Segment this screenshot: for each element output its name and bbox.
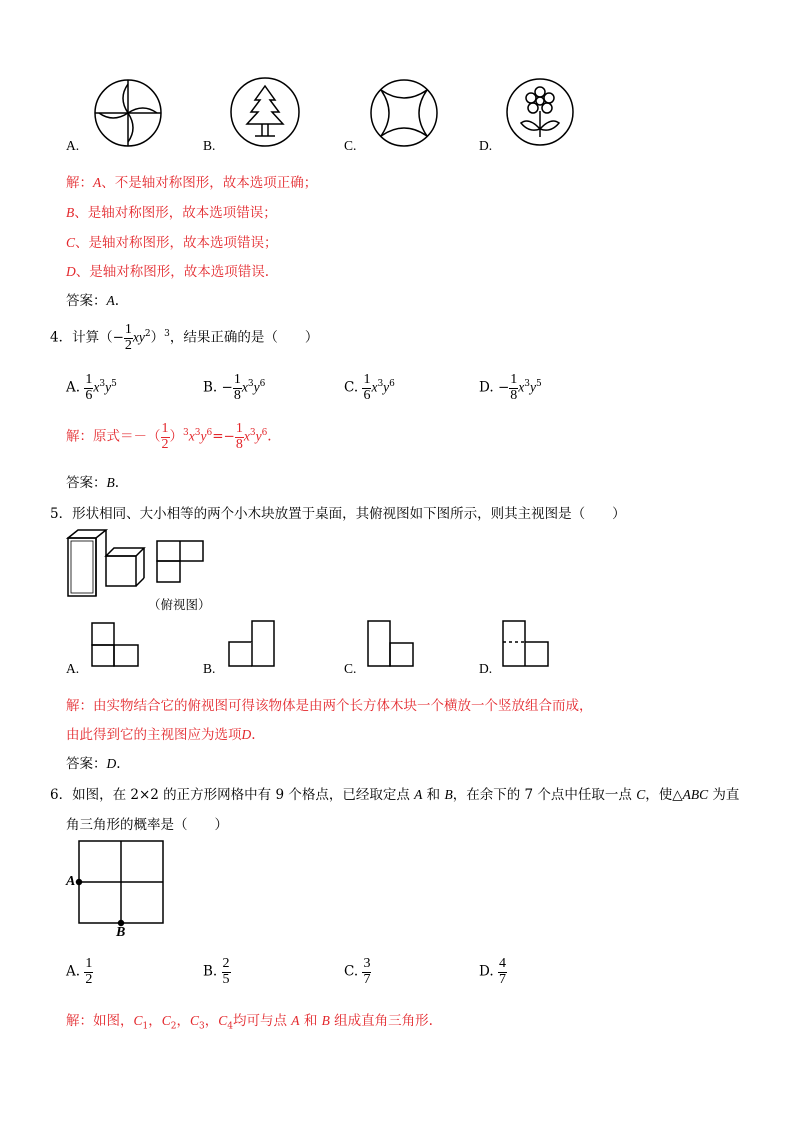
q4-sol-y2: y bbox=[255, 428, 262, 444]
q4-number: 4． bbox=[50, 329, 73, 346]
q6-sol-sub4: 4 bbox=[227, 1021, 233, 1032]
q6-opt-b-label: B. bbox=[203, 963, 218, 980]
q6-opt-c-frac bbox=[362, 957, 371, 987]
q3-sol-prefix: 解： bbox=[66, 175, 93, 191]
q3-solution-line-2 bbox=[66, 201, 277, 221]
q5-option-b-label[interactable]: B. bbox=[203, 661, 216, 676]
q5-number: 5． bbox=[50, 506, 73, 522]
q4-sol-den2: 8 bbox=[235, 436, 243, 452]
q5-solution-line-2 bbox=[66, 723, 256, 743]
q6-point-b-ref: B bbox=[444, 787, 453, 802]
q6-option-b[interactable] bbox=[203, 957, 231, 987]
q4-stem-exp3: 3 bbox=[164, 329, 170, 340]
q6-opt-d-num: 4 bbox=[498, 956, 506, 971]
q3-solution-line-4 bbox=[66, 260, 269, 280]
q5-answer bbox=[66, 752, 121, 772]
q4-opt-a-xe: 3 bbox=[99, 379, 106, 390]
q3-answer-label: 答案： bbox=[66, 293, 107, 309]
q4-stem-paren: ） bbox=[150, 329, 165, 346]
q6-opt-a-frac bbox=[84, 957, 93, 987]
q6-opt-a-num: 1 bbox=[85, 956, 93, 971]
q4-sol-num1: 1 bbox=[161, 421, 169, 436]
q4-opt-d-x: x bbox=[518, 379, 525, 395]
q5-option-a-figure bbox=[91, 622, 141, 668]
q6-sol-sub1: 1 bbox=[142, 1021, 149, 1032]
q4-stem-frac-den: 2 bbox=[124, 337, 132, 353]
q4-opt-a-frac bbox=[84, 373, 93, 403]
q4-opt-c-xe: 3 bbox=[377, 379, 384, 390]
q4-sol-ye2: 6 bbox=[261, 428, 268, 439]
q4-opt-c-ye: 6 bbox=[389, 379, 395, 390]
q6-opt-b-num: 2 bbox=[222, 956, 230, 971]
q4-opt-d-label: D. bbox=[479, 379, 494, 396]
q3-sol-letter-a: A bbox=[93, 175, 102, 190]
top-view-figure bbox=[156, 540, 206, 584]
q6-opt-d-label: D. bbox=[479, 963, 494, 980]
q4-stem-frac-num: 1 bbox=[124, 322, 132, 337]
q4-stem-a: 计算（− bbox=[72, 329, 124, 346]
q4-sol-a: 解：原式＝－（ bbox=[66, 428, 161, 445]
q4-opt-b-x: x bbox=[241, 379, 248, 395]
q5-sol-2b: D bbox=[241, 727, 252, 742]
q4-opt-b-frac bbox=[233, 373, 242, 403]
q4-sol-y: y bbox=[200, 428, 207, 444]
q6-opt-b-den: 5 bbox=[222, 971, 230, 987]
q5-option-d-label[interactable]: D. bbox=[479, 661, 493, 676]
q3-solution-line-3 bbox=[66, 231, 278, 251]
q6-sol-point-b: B bbox=[321, 1013, 330, 1028]
q4-answer-label: 答案： bbox=[66, 475, 107, 491]
q6-sol-sub2: 2 bbox=[170, 1021, 177, 1032]
q3-sol-letter-c: C bbox=[66, 235, 76, 250]
blocks-3d-figure bbox=[66, 528, 146, 598]
q3-sol-text-a: 、不是轴对称图形，故本选项正确； bbox=[101, 175, 318, 191]
q4-option-b[interactable] bbox=[203, 373, 265, 403]
q3-sol-letter-d: D bbox=[66, 264, 76, 279]
q5-option-a-label[interactable]: A. bbox=[66, 661, 80, 676]
q6-sol-c3: C bbox=[190, 1013, 200, 1028]
q6-and: 和 bbox=[422, 787, 445, 803]
curved-square-figure bbox=[369, 78, 439, 148]
q5-option-b-figure bbox=[228, 620, 278, 668]
q4-opt-a-label: A. bbox=[66, 379, 81, 396]
q6-stem-line-1 bbox=[50, 783, 739, 803]
q5-option-c-label[interactable]: C. bbox=[344, 661, 357, 676]
q4-opt-d-y: y bbox=[529, 379, 536, 395]
q6-stem-line-2: 角三角形的概率是（ ） bbox=[66, 817, 228, 833]
q6-opt-c-label: C. bbox=[344, 963, 359, 980]
q3-solution-line-1 bbox=[66, 171, 317, 191]
q6-stem-a: 如图，在 2×2 的正方形网格中有 9 个格点，已经取定点 bbox=[72, 787, 415, 803]
q5-solution-line-1: 解：由实物结合它的俯视图可得该物体是由两个长方体木块一个横放一个竖放组合而成， bbox=[66, 698, 593, 714]
q4-opt-b-den: 8 bbox=[233, 387, 241, 403]
q4-opt-b-sign: − bbox=[221, 379, 233, 396]
q4-sol-xe: 3 bbox=[194, 428, 201, 439]
q6-option-d[interactable] bbox=[479, 957, 507, 987]
q4-opt-d-num: 1 bbox=[510, 372, 518, 387]
grid-point-b-label: B bbox=[116, 925, 126, 940]
q6-sol-a: 解：如图， bbox=[66, 1013, 134, 1029]
q3-sol-text-d: 、是轴对称图形，故本选项错误. bbox=[75, 264, 270, 280]
q5-stem bbox=[50, 502, 626, 522]
q4-sol-b: ） bbox=[169, 428, 183, 445]
q3-option-d-label[interactable]: D. bbox=[479, 138, 493, 153]
q3-answer-letter: A bbox=[106, 293, 115, 308]
q4-opt-d-sign: − bbox=[497, 379, 510, 396]
flower-figure bbox=[505, 77, 575, 147]
q4-opt-a-y: y bbox=[105, 379, 112, 395]
q6-opt-c-den: 7 bbox=[363, 971, 371, 987]
q6-sol-c2: C bbox=[161, 1013, 171, 1028]
q3-option-c-label[interactable]: C. bbox=[344, 138, 357, 153]
q4-opt-d-frac bbox=[509, 373, 518, 403]
q4-answer bbox=[66, 471, 119, 491]
q6-point-a-ref: A bbox=[414, 787, 423, 802]
q3-sol-letter-b: B bbox=[66, 205, 75, 220]
q3-sol-text-b: 、是轴对称图形，故本选项错误； bbox=[74, 205, 277, 221]
q4-opt-c-label: C. bbox=[344, 379, 359, 396]
q3-answer-end: . bbox=[114, 293, 120, 309]
q4-solution bbox=[66, 422, 272, 452]
q5-answer-letter: D bbox=[106, 756, 117, 771]
q4-sol-x2: x bbox=[243, 428, 250, 444]
q4-sol-c: =− bbox=[212, 428, 235, 445]
q5-answer-label: 答案： bbox=[66, 756, 107, 772]
q6-point-c-ref: C bbox=[636, 787, 646, 802]
q6-sol-b: 均可与点 bbox=[233, 1013, 292, 1029]
q6-stem-b: ，在余下的 7 个点中任取一点 bbox=[452, 787, 637, 803]
q6-option-a[interactable] bbox=[66, 957, 93, 987]
q3-option-a-label[interactable]: A. bbox=[66, 138, 80, 153]
q6-sol-sub3: 3 bbox=[199, 1021, 205, 1032]
q4-opt-b-ye: 6 bbox=[259, 379, 266, 390]
q6-sol-c1: C bbox=[133, 1013, 143, 1028]
q6-sol-point-a: A bbox=[291, 1013, 300, 1028]
q4-stem-exp2: 2 bbox=[144, 329, 151, 340]
pinwheel-figure bbox=[93, 78, 163, 148]
q4-opt-a-ye: 5 bbox=[111, 379, 117, 390]
q4-stem-f: ，结果正确的是（ ） bbox=[169, 329, 319, 346]
grid-figure bbox=[78, 840, 168, 926]
q5-answer-end: . bbox=[116, 756, 121, 772]
q5-sol-2a: 由此得到它的主视图应为选项 bbox=[66, 727, 242, 743]
q4-opt-a-den: 6 bbox=[85, 387, 93, 403]
q6-triangle-ref: ABC bbox=[682, 787, 709, 802]
q3-sol-text-c: 、是轴对称图形，故本选项错误； bbox=[75, 235, 278, 251]
q4-sol-frac2 bbox=[235, 422, 244, 452]
q4-option-a[interactable] bbox=[66, 373, 117, 403]
q4-opt-c-den: 6 bbox=[363, 387, 371, 403]
q6-stem-d: 为直 bbox=[708, 787, 740, 803]
q3-answer bbox=[66, 289, 119, 309]
q6-sol-and: 和 bbox=[299, 1013, 322, 1029]
q4-answer-end: . bbox=[114, 475, 120, 491]
q4-opt-b-y: y bbox=[253, 379, 260, 395]
q4-stem-xy: xy bbox=[132, 329, 145, 345]
q6-opt-c-num: 3 bbox=[363, 956, 371, 971]
q6-opt-a-den: 2 bbox=[85, 971, 93, 987]
q4-opt-c-num: 1 bbox=[363, 372, 371, 387]
q6-opt-a-label: A. bbox=[66, 963, 81, 980]
q6-option-c[interactable] bbox=[344, 957, 371, 987]
q4-answer-letter: B bbox=[106, 475, 115, 490]
q6-opt-b-frac bbox=[222, 957, 231, 987]
q4-opt-c-x: x bbox=[371, 379, 378, 395]
q4-sol-num2: 1 bbox=[235, 421, 243, 436]
q4-sol-frac1 bbox=[161, 422, 170, 452]
q3-option-b-label[interactable]: B. bbox=[203, 138, 216, 153]
q4-sol-den1: 2 bbox=[161, 436, 169, 452]
q5-option-d-figure bbox=[502, 620, 552, 668]
q4-sol-xe2: 3 bbox=[249, 428, 256, 439]
q5-sol-2c: . bbox=[251, 727, 256, 743]
q4-sol-x: x bbox=[188, 428, 195, 444]
grid-point-a-label: A bbox=[66, 874, 76, 889]
q4-opt-c-y: y bbox=[383, 379, 390, 395]
q6-sol-c4: C bbox=[218, 1013, 228, 1028]
q5-option-c-figure bbox=[367, 620, 417, 668]
top-view-caption: （俯视图） bbox=[148, 597, 211, 612]
q5-stem-text: 形状相同、大小相等的两个小木块放置于桌面，其俯视图如下图所示，则其主视图是（ ） bbox=[72, 506, 626, 522]
q4-sol-ye: 6 bbox=[206, 428, 213, 439]
q4-option-c[interactable] bbox=[344, 373, 395, 403]
q6-opt-d-frac bbox=[498, 957, 507, 987]
q4-sol-end: . bbox=[267, 428, 272, 445]
q6-sol-end: 组成直角三角形. bbox=[329, 1013, 433, 1029]
q4-sol-e1: 3 bbox=[183, 428, 189, 439]
q4-opt-b-num: 1 bbox=[233, 372, 241, 387]
q4-opt-a-num: 1 bbox=[85, 372, 93, 387]
q4-opt-d-den: 8 bbox=[510, 387, 518, 403]
q4-opt-d-ye: 5 bbox=[535, 379, 542, 390]
q6-opt-d-den: 7 bbox=[498, 971, 506, 987]
q4-option-d[interactable] bbox=[479, 373, 542, 403]
tree-figure bbox=[229, 76, 301, 148]
q4-opt-b-xe: 3 bbox=[247, 379, 254, 390]
q4-opt-a-x: x bbox=[93, 379, 100, 395]
q4-stem-fraction bbox=[124, 323, 133, 353]
q6-number: 6． bbox=[50, 787, 73, 803]
q4-opt-d-xe: 3 bbox=[524, 379, 530, 390]
q6-stem-c: ，使△ bbox=[645, 787, 683, 803]
q4-stem bbox=[50, 323, 318, 353]
q6-solution: 解：如图，$C_1$，$C_2$，$C_3$，$C_4$均可与点 A 和 B 组成直角三角形. bbox=[66, 1013, 433, 1032]
q4-opt-b-label: B. bbox=[203, 379, 218, 396]
